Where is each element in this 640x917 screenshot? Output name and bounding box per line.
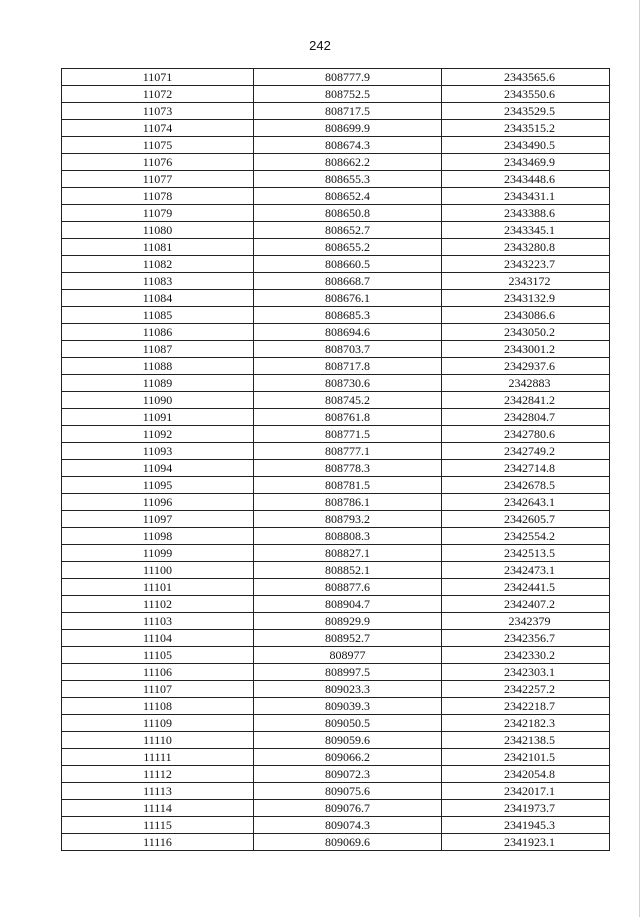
x-coordinate-cell: 809072.3 bbox=[254, 766, 442, 783]
y-coordinate-cell: 2342054.8 bbox=[442, 766, 610, 783]
x-coordinate-cell: 808655.2 bbox=[254, 239, 442, 256]
y-coordinate-cell: 2341973.7 bbox=[442, 800, 610, 817]
table-row bbox=[62, 137, 610, 154]
table-row bbox=[62, 188, 610, 205]
y-coordinate-cell: 2342407.2 bbox=[442, 596, 610, 613]
y-coordinate-cell: 2342356.7 bbox=[442, 630, 610, 647]
table-row bbox=[62, 460, 610, 477]
y-coordinate-cell: 2342101.5 bbox=[442, 749, 610, 766]
y-coordinate-cell: 2342804.7 bbox=[442, 409, 610, 426]
table-row bbox=[62, 443, 610, 460]
x-coordinate-cell: 808668.7 bbox=[254, 273, 442, 290]
point-id-cell: 11071 bbox=[62, 69, 254, 86]
point-id-cell: 11103 bbox=[62, 613, 254, 630]
x-coordinate-cell: 808877.6 bbox=[254, 579, 442, 596]
table-row bbox=[62, 664, 610, 681]
point-id-cell: 11113 bbox=[62, 783, 254, 800]
x-coordinate-cell: 808997.5 bbox=[254, 664, 442, 681]
x-coordinate-cell: 808650.8 bbox=[254, 205, 442, 222]
y-coordinate-cell: 2342554.2 bbox=[442, 528, 610, 545]
point-id-cell: 11089 bbox=[62, 375, 254, 392]
table-row bbox=[62, 154, 610, 171]
table-row bbox=[62, 392, 610, 409]
x-coordinate-cell: 808852.1 bbox=[254, 562, 442, 579]
y-coordinate-cell: 2342441.5 bbox=[442, 579, 610, 596]
table-row bbox=[62, 545, 610, 562]
table-row bbox=[62, 528, 610, 545]
point-id-cell: 11099 bbox=[62, 545, 254, 562]
table-row bbox=[62, 324, 610, 341]
x-coordinate-cell: 809076.7 bbox=[254, 800, 442, 817]
point-id-cell: 11110 bbox=[62, 732, 254, 749]
point-id-cell: 11072 bbox=[62, 86, 254, 103]
y-coordinate-cell: 2343345.1 bbox=[442, 222, 610, 239]
point-id-cell: 11079 bbox=[62, 205, 254, 222]
point-id-cell: 11111 bbox=[62, 749, 254, 766]
table-row bbox=[62, 494, 610, 511]
y-coordinate-cell: 2342643.1 bbox=[442, 494, 610, 511]
y-coordinate-cell: 2341923.1 bbox=[442, 834, 610, 851]
y-coordinate-cell: 2342678.5 bbox=[442, 477, 610, 494]
x-coordinate-cell: 809074.3 bbox=[254, 817, 442, 834]
y-coordinate-cell: 2342218.7 bbox=[442, 698, 610, 715]
point-id-cell: 11086 bbox=[62, 324, 254, 341]
x-coordinate-cell: 808771.5 bbox=[254, 426, 442, 443]
table-row bbox=[62, 681, 610, 698]
table-row bbox=[62, 358, 610, 375]
x-coordinate-cell: 808793.2 bbox=[254, 511, 442, 528]
coordinates-table-body bbox=[62, 69, 610, 851]
table-row bbox=[62, 477, 610, 494]
x-coordinate-cell: 808685.3 bbox=[254, 307, 442, 324]
y-coordinate-cell: 2343490.5 bbox=[442, 137, 610, 154]
table-row bbox=[62, 749, 610, 766]
point-id-cell: 11082 bbox=[62, 256, 254, 273]
x-coordinate-cell: 808652.4 bbox=[254, 188, 442, 205]
table-row bbox=[62, 69, 610, 86]
point-id-cell: 11115 bbox=[62, 817, 254, 834]
x-coordinate-cell: 808652.7 bbox=[254, 222, 442, 239]
point-id-cell: 11073 bbox=[62, 103, 254, 120]
y-coordinate-cell: 2343223.7 bbox=[442, 256, 610, 273]
table-row bbox=[62, 817, 610, 834]
x-coordinate-cell: 808730.6 bbox=[254, 375, 442, 392]
x-coordinate-cell: 808717.8 bbox=[254, 358, 442, 375]
point-id-cell: 11114 bbox=[62, 800, 254, 817]
point-id-cell: 11094 bbox=[62, 460, 254, 477]
y-coordinate-cell: 2342182.3 bbox=[442, 715, 610, 732]
point-id-cell: 11077 bbox=[62, 171, 254, 188]
table-row bbox=[62, 732, 610, 749]
x-coordinate-cell: 808808.3 bbox=[254, 528, 442, 545]
coordinates-table bbox=[61, 68, 610, 851]
table-row bbox=[62, 103, 610, 120]
table-row bbox=[62, 205, 610, 222]
table-row bbox=[62, 647, 610, 664]
y-coordinate-cell: 2342714.8 bbox=[442, 460, 610, 477]
point-id-cell: 11108 bbox=[62, 698, 254, 715]
y-coordinate-cell: 2343565.6 bbox=[442, 69, 610, 86]
x-coordinate-cell: 808717.5 bbox=[254, 103, 442, 120]
point-id-cell: 11074 bbox=[62, 120, 254, 137]
x-coordinate-cell: 809069.6 bbox=[254, 834, 442, 851]
page-number: 242 bbox=[309, 38, 331, 53]
table-row bbox=[62, 800, 610, 817]
x-coordinate-cell: 808786.1 bbox=[254, 494, 442, 511]
x-coordinate-cell: 809059.6 bbox=[254, 732, 442, 749]
table-row bbox=[62, 256, 610, 273]
table-row bbox=[62, 375, 610, 392]
table-row bbox=[62, 834, 610, 851]
table-row bbox=[62, 596, 610, 613]
point-id-cell: 11101 bbox=[62, 579, 254, 596]
point-id-cell: 11107 bbox=[62, 681, 254, 698]
point-id-cell: 11093 bbox=[62, 443, 254, 460]
y-coordinate-cell: 2342473.1 bbox=[442, 562, 610, 579]
point-id-cell: 11090 bbox=[62, 392, 254, 409]
point-id-cell: 11116 bbox=[62, 834, 254, 851]
y-coordinate-cell: 2343431.1 bbox=[442, 188, 610, 205]
table-row bbox=[62, 698, 610, 715]
y-coordinate-cell: 2343172 bbox=[442, 273, 610, 290]
x-coordinate-cell: 809050.5 bbox=[254, 715, 442, 732]
table-row bbox=[62, 613, 610, 630]
x-coordinate-cell: 808676.1 bbox=[254, 290, 442, 307]
y-coordinate-cell: 2343469.9 bbox=[442, 154, 610, 171]
x-coordinate-cell: 808781.5 bbox=[254, 477, 442, 494]
point-id-cell: 11096 bbox=[62, 494, 254, 511]
point-id-cell: 11092 bbox=[62, 426, 254, 443]
y-coordinate-cell: 2342379 bbox=[442, 613, 610, 630]
x-coordinate-cell: 809075.6 bbox=[254, 783, 442, 800]
table-row bbox=[62, 426, 610, 443]
point-id-cell: 11100 bbox=[62, 562, 254, 579]
y-coordinate-cell: 2342937.6 bbox=[442, 358, 610, 375]
y-coordinate-cell: 2342749.2 bbox=[442, 443, 610, 460]
y-coordinate-cell: 2343086.6 bbox=[442, 307, 610, 324]
table-row bbox=[62, 630, 610, 647]
table-row bbox=[62, 222, 610, 239]
y-coordinate-cell: 2343132.9 bbox=[442, 290, 610, 307]
point-id-cell: 11087 bbox=[62, 341, 254, 358]
table-row bbox=[62, 273, 610, 290]
point-id-cell: 11097 bbox=[62, 511, 254, 528]
y-coordinate-cell: 2342330.2 bbox=[442, 647, 610, 664]
table-row bbox=[62, 715, 610, 732]
point-id-cell: 11076 bbox=[62, 154, 254, 171]
x-coordinate-cell: 808699.9 bbox=[254, 120, 442, 137]
point-id-cell: 11083 bbox=[62, 273, 254, 290]
point-id-cell: 11081 bbox=[62, 239, 254, 256]
table-row bbox=[62, 562, 610, 579]
x-coordinate-cell: 808674.3 bbox=[254, 137, 442, 154]
table-row bbox=[62, 783, 610, 800]
point-id-cell: 11091 bbox=[62, 409, 254, 426]
x-coordinate-cell: 808660.5 bbox=[254, 256, 442, 273]
x-coordinate-cell: 808752.5 bbox=[254, 86, 442, 103]
x-coordinate-cell: 809023.3 bbox=[254, 681, 442, 698]
y-coordinate-cell: 2342841.2 bbox=[442, 392, 610, 409]
point-id-cell: 11095 bbox=[62, 477, 254, 494]
x-coordinate-cell: 808952.7 bbox=[254, 630, 442, 647]
x-coordinate-cell: 808745.2 bbox=[254, 392, 442, 409]
y-coordinate-cell: 2343529.5 bbox=[442, 103, 610, 120]
table-row bbox=[62, 86, 610, 103]
x-coordinate-cell: 808761.8 bbox=[254, 409, 442, 426]
point-id-cell: 11080 bbox=[62, 222, 254, 239]
point-id-cell: 11109 bbox=[62, 715, 254, 732]
table-row bbox=[62, 171, 610, 188]
table-row bbox=[62, 120, 610, 137]
x-coordinate-cell: 809066.2 bbox=[254, 749, 442, 766]
x-coordinate-cell: 808694.6 bbox=[254, 324, 442, 341]
point-id-cell: 11102 bbox=[62, 596, 254, 613]
x-coordinate-cell: 808777.1 bbox=[254, 443, 442, 460]
y-coordinate-cell: 2342303.1 bbox=[442, 664, 610, 681]
y-coordinate-cell: 2343448.6 bbox=[442, 171, 610, 188]
y-coordinate-cell: 2342513.5 bbox=[442, 545, 610, 562]
x-coordinate-cell: 808827.1 bbox=[254, 545, 442, 562]
table-row bbox=[62, 290, 610, 307]
point-id-cell: 11106 bbox=[62, 664, 254, 681]
x-coordinate-cell: 808655.3 bbox=[254, 171, 442, 188]
table-row bbox=[62, 341, 610, 358]
y-coordinate-cell: 2343001.2 bbox=[442, 341, 610, 358]
y-coordinate-cell: 2343280.8 bbox=[442, 239, 610, 256]
point-id-cell: 11085 bbox=[62, 307, 254, 324]
y-coordinate-cell: 2341945.3 bbox=[442, 817, 610, 834]
table-row bbox=[62, 307, 610, 324]
x-coordinate-cell: 808929.9 bbox=[254, 613, 442, 630]
point-id-cell: 11088 bbox=[62, 358, 254, 375]
table-row bbox=[62, 239, 610, 256]
x-coordinate-cell: 808703.7 bbox=[254, 341, 442, 358]
x-coordinate-cell: 808777.9 bbox=[254, 69, 442, 86]
table-row bbox=[62, 511, 610, 528]
y-coordinate-cell: 2342883 bbox=[442, 375, 610, 392]
y-coordinate-cell: 2342605.7 bbox=[442, 511, 610, 528]
y-coordinate-cell: 2342257.2 bbox=[442, 681, 610, 698]
x-coordinate-cell: 808904.7 bbox=[254, 596, 442, 613]
y-coordinate-cell: 2343050.2 bbox=[442, 324, 610, 341]
point-id-cell: 11084 bbox=[62, 290, 254, 307]
point-id-cell: 11104 bbox=[62, 630, 254, 647]
table-row bbox=[62, 766, 610, 783]
point-id-cell: 11075 bbox=[62, 137, 254, 154]
y-coordinate-cell: 2343515.2 bbox=[442, 120, 610, 137]
x-coordinate-cell: 808977 bbox=[254, 647, 442, 664]
y-coordinate-cell: 2343550.6 bbox=[442, 86, 610, 103]
table-row bbox=[62, 579, 610, 596]
y-coordinate-cell: 2342138.5 bbox=[442, 732, 610, 749]
y-coordinate-cell: 2343388.6 bbox=[442, 205, 610, 222]
y-coordinate-cell: 2342017.1 bbox=[442, 783, 610, 800]
point-id-cell: 11112 bbox=[62, 766, 254, 783]
x-coordinate-cell: 808662.2 bbox=[254, 154, 442, 171]
x-coordinate-cell: 808778.3 bbox=[254, 460, 442, 477]
point-id-cell: 11105 bbox=[62, 647, 254, 664]
point-id-cell: 11078 bbox=[62, 188, 254, 205]
x-coordinate-cell: 809039.3 bbox=[254, 698, 442, 715]
table-row bbox=[62, 409, 610, 426]
point-id-cell: 11098 bbox=[62, 528, 254, 545]
y-coordinate-cell: 2342780.6 bbox=[442, 426, 610, 443]
